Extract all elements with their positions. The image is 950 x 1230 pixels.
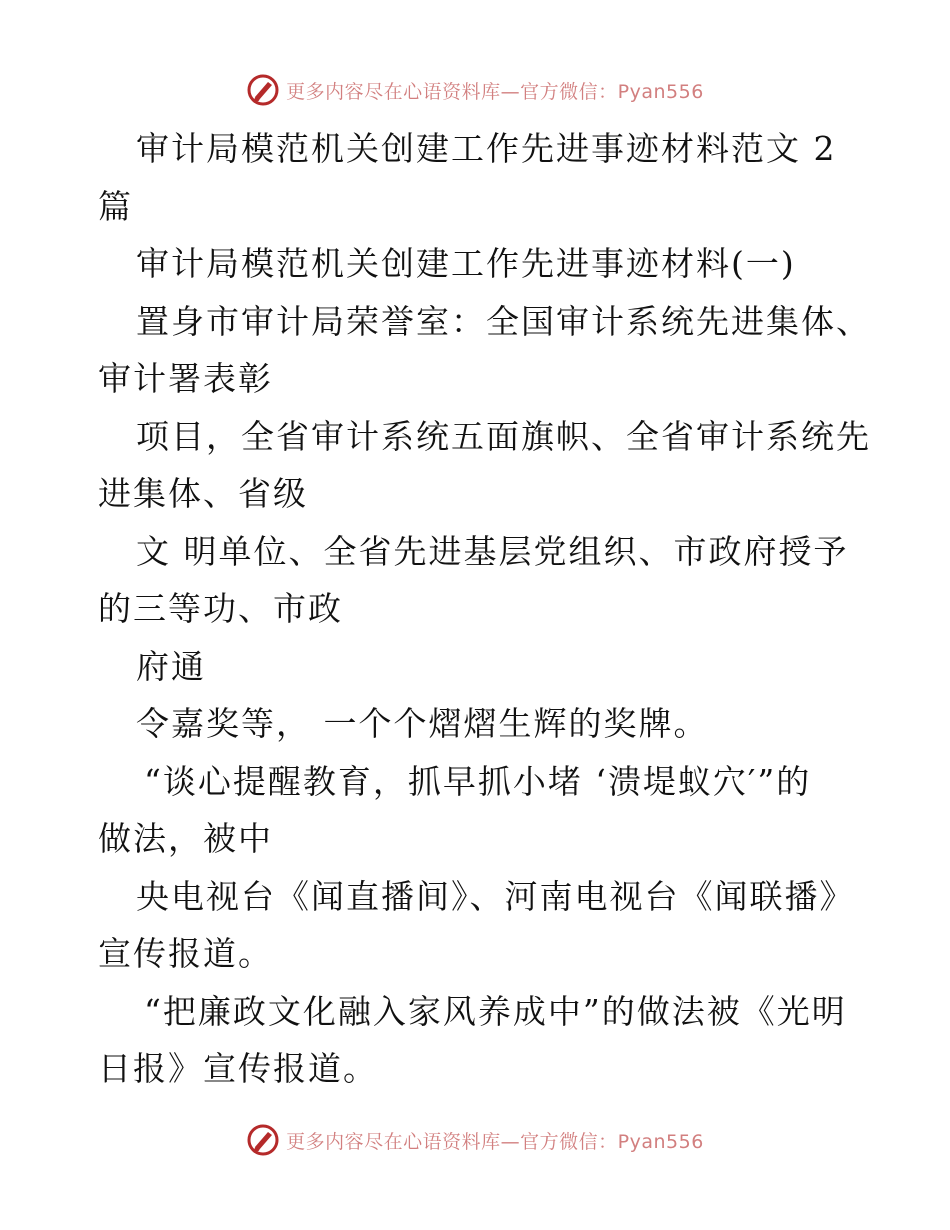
paragraph-line: 日报》宣传报道。 [98, 1049, 378, 1088]
paragraph-line: 置身市审计局荣誉室：全国审计系统先进集体、 [136, 301, 871, 341]
paragraph-line: 宣传报道。 [98, 934, 273, 973]
paragraph-line: 的三等功、市政 [98, 589, 343, 628]
header-watermark-text: 更多内容尽在心语资料库—官方微信：Pyan556 [286, 80, 704, 103]
paragraph-line: 篇 [98, 186, 133, 226]
paragraph-line: 审计局模范机关创建工作先进事迹材料(一) [136, 244, 796, 283]
footer-watermark-banner [0, 1120, 950, 1160]
paragraph-line: 府通 [136, 646, 206, 686]
paragraph-line: 审计署表彰 [98, 359, 273, 398]
red-pen-seal-icon [246, 73, 280, 107]
paragraph-line: 审计局模范机关创建工作先进事迹材料范文 2 [136, 129, 837, 168]
paragraph-line: 做法，被中 [98, 819, 273, 858]
paragraph-line: “谈心提醒教育，抓早抓小堵 ‘溃堤蚁穴′”的 [144, 761, 812, 801]
document-body [98, 120, 871, 1098]
footer-watermark-text: 更多内容尽在心语资料库—官方微信：Pyan556 [286, 1130, 704, 1153]
paragraph-line: “把廉政文化融入家风养成中”的做法被《光明 [144, 991, 847, 1031]
paragraph-line: 文 明单位、全省先进基层党组织、市政府授予 [136, 531, 849, 571]
paragraph-line: 项目，全省审计系统五面旗帜、全省审计系统先 [136, 416, 871, 456]
paragraph-line: 央电视台《闻直播间》、河南电视台《闻联播》 [136, 876, 855, 916]
paragraph-line: 进集体、省级 [98, 474, 308, 513]
paragraph-line: 令嘉奖等， 一个个熠熠生辉的奖牌。 [136, 704, 709, 743]
red-pen-seal-icon [246, 1123, 280, 1157]
header-watermark-banner [0, 70, 950, 110]
